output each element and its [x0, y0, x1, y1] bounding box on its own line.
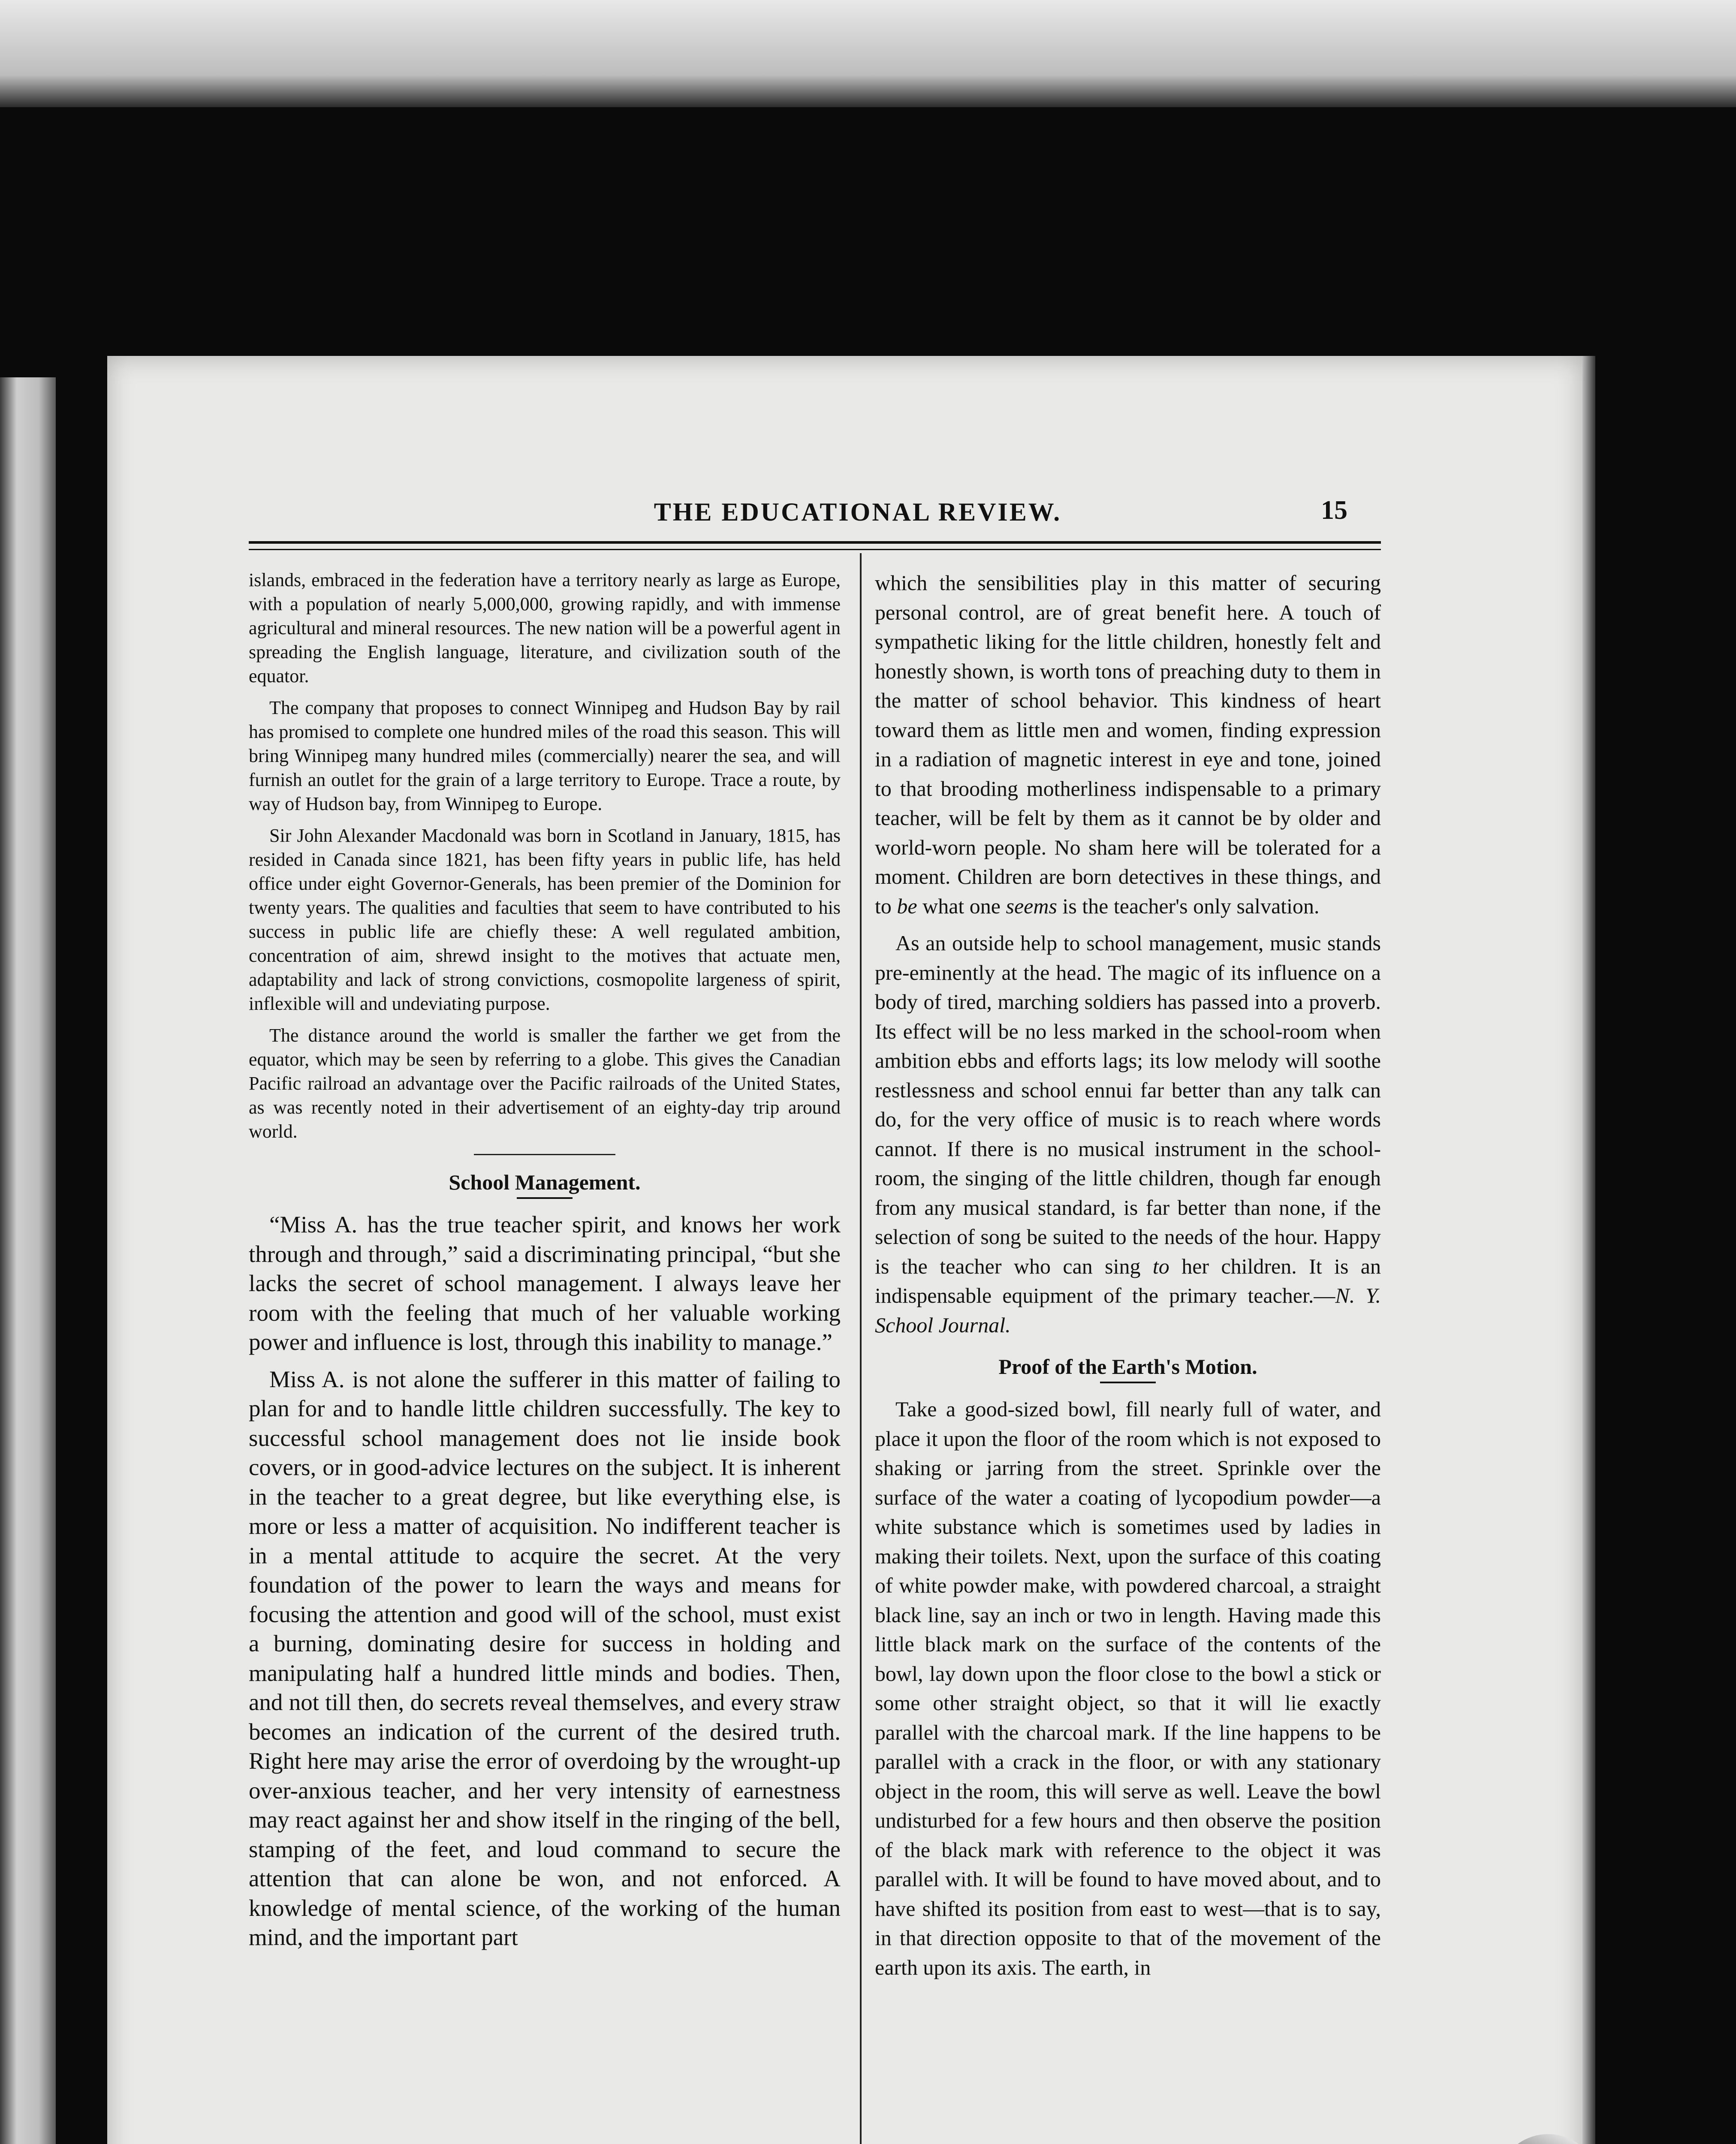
- article-paragraph: Miss A. is not alone the sufferer in this matter of failing to plan for and to handle little children successfully. The key to successful school management does not lie inside book covers, or in good-advice lectures on the subject. It is inherent in the teacher to a great degree, but like everything else, is more or less a matter of acquisition. No indifferent teacher is in a mental attitude to acquire the secret. At the very foundation of the power to learn the ways and means for focusing the attention and good will of the school, must exist a burning, dominating desire for success in holding and manipulating half a hundred little minds and bodies. Then, and not till then, do secrets reveal themselves, and every straw becomes an indication of the current of the desired truth. Right here may arise the error of overdoing by the wrought-up over-anxious teacher, and her very intensity of earnestness may react against her and show itself in the ringing of the bell, stamping of the feet, and loud command to secure the attention that can alone be won, and not enforced. A knowledge of mental science, of the working of the human mind, and the important part: [249, 1366, 841, 1950]
- article-paragraph: [875, 928, 1381, 1340]
- text-run: what one: [917, 894, 1006, 918]
- news-paragraph: The distance around the world is smaller the farther we get from the equator, which may be seen by referring to a globe. This gives the Canadian Pacific railroad an advantage over the Pacific railroads of the United States, as was recently noted in their advertisement of an eighty-day trip around world.: [249, 1025, 841, 1142]
- adjacent-page-edge: [0, 377, 56, 2144]
- news-paragraph: islands, embraced in the federation have a territory nearly as large as Europe, with a population of nearly 5,000,000, growing rapidly, and with immense agricultural and mineral resources. The new nation will be a powerful agent in spreading the English language, literature, and civilization south of the equator.: [249, 569, 841, 687]
- school-management-heading: School Management.: [449, 1170, 641, 1194]
- header-rule-thick: [249, 541, 1381, 544]
- news-paragraph: The company that proposes to connect Winnipeg and Hudson Bay by rail has promised to complete one hundred miles of the road this season. This will bring Winnipeg many hundred miles (commercially) nearer the sea, and will furnish an outlet for the grain of a large territory to Europe. Trace a route, by way of Hudson bay, from Winnipeg to Europe.: [249, 697, 841, 814]
- school-management-article: [249, 1210, 841, 1952]
- left-column: [249, 568, 841, 1960]
- heading-rule: [1100, 1382, 1156, 1383]
- news-paragraph: Sir John Alexander Macdonald was born in Scotland in January, 1815, has resided in Canada since 1821, has been fifty years in public life, has held office under eight Governor-Generals, has been premier of the Dominion for twenty years. The qualities and faculties that seem to have contributed to his success in public life are chiefly these: A well regulated ambition, concentration of aim, shrewd insight to the motives that actuate men, adaptability and lack of strong convictions, cosmopolite largeness of spirit, inflexible will and undeviating purpose.: [249, 825, 841, 1014]
- right-column: [875, 568, 1381, 1990]
- article-paragraph: “Miss A. has the true teacher spirit, and knows her work through and through,” said a discriminating principal, “but she lacks the secret of school management. I always leave her room with the feeling that much of her valuable working power and influence is lost, through this inability to manage.”: [249, 1211, 841, 1355]
- film-edge-top: [0, 0, 1736, 107]
- italic-word: seems: [1006, 894, 1057, 918]
- source-citation: N. Y. School Journal.: [875, 1283, 1381, 1337]
- text-run: As an outside help to school management, music stands pre-eminently at the head. The magic of its influence on a body of tired, marching soldiers has passed into a proverb. Its effect will be no less marked in the school-room when ambition ebbs and efforts lags; its low melody will soothe restlessness and school ennui far better than any talk can do, for the very office of music is to reach where words cannot. If there is no musical instrument in the school-room, the singing of the little children, though far enough from any musical standard, is far better than none, if the selection of song be suited to the needs of the hour. Happy is the teacher who can sing: [875, 931, 1381, 1278]
- section-separator: [474, 1154, 615, 1155]
- earth-motion-article: [875, 1394, 1381, 1982]
- text-run: is the teacher's only salvation.: [1057, 894, 1320, 918]
- school-management-continued: [875, 568, 1381, 1340]
- page-number: 15: [1321, 496, 1347, 525]
- heading-rule: [517, 1197, 573, 1199]
- article-paragraph: [875, 568, 1381, 921]
- page-right-edge: [1582, 356, 1595, 2144]
- header-rule-thin: [249, 549, 1381, 550]
- italic-word: to: [1152, 1254, 1169, 1278]
- text-run: her children. It is an indispensable equipment of the primary teacher.—: [875, 1254, 1381, 1307]
- text-run: which the sensibilities play in this matter of securing personal control, are of great benefit here. A touch of sympathetic liking for the little children, honestly felt and honestly shown, is worth tons of preaching duty to them in the matter of school behavior. This kindness of heart toward them as little men and women, finding expression in a radiation of magnetic interest in eye and tone, joined to that brooding motherliness indispensable to a primary teacher, will be felt by them as it cannot be by older and world-worn people. No sham here will be tolerated for a moment. Children are born detectives in these things, and to: [875, 571, 1381, 918]
- column-divider: [860, 553, 862, 2144]
- earth-motion-heading: Proof of the Earth's Motion.: [998, 1355, 1257, 1379]
- article-paragraph: Take a good-sized bowl, fill nearly full of water, and place it upon the floor of the room which is not exposed to shaking or jarring from the street. Sprinkle over the surface of the water a coating of lycopodium powder—a white substance which is sometimes used by ladies in making their toilets. Next, upon the surface of this coating of white powder make, with powdered charcoal, a straight black line, say an inch or two in length. Having made this little black mark on the surface of the contents of the bowl, lay down upon the floor close to the bowl a stick or some other straight object, so that it will lie exactly parallel with the charcoal mark. If the line happens to be parallel with a crack in the floor, or with any stationary object in the room, this will serve as well. Leave the bowl undisturbed for a few hours and then observe the position of the black mark with reference to the object it was parallel with. It will be found to have moved about, and to have shifted its position from east to west—that is to say, in that direction opposite to that of the movement of the earth upon its axis. The earth, in: [875, 1397, 1381, 1979]
- italic-word: be: [897, 894, 917, 918]
- news-items: [249, 568, 841, 1144]
- running-header-title: THE EDUCATIONAL REVIEW.: [654, 498, 1062, 526]
